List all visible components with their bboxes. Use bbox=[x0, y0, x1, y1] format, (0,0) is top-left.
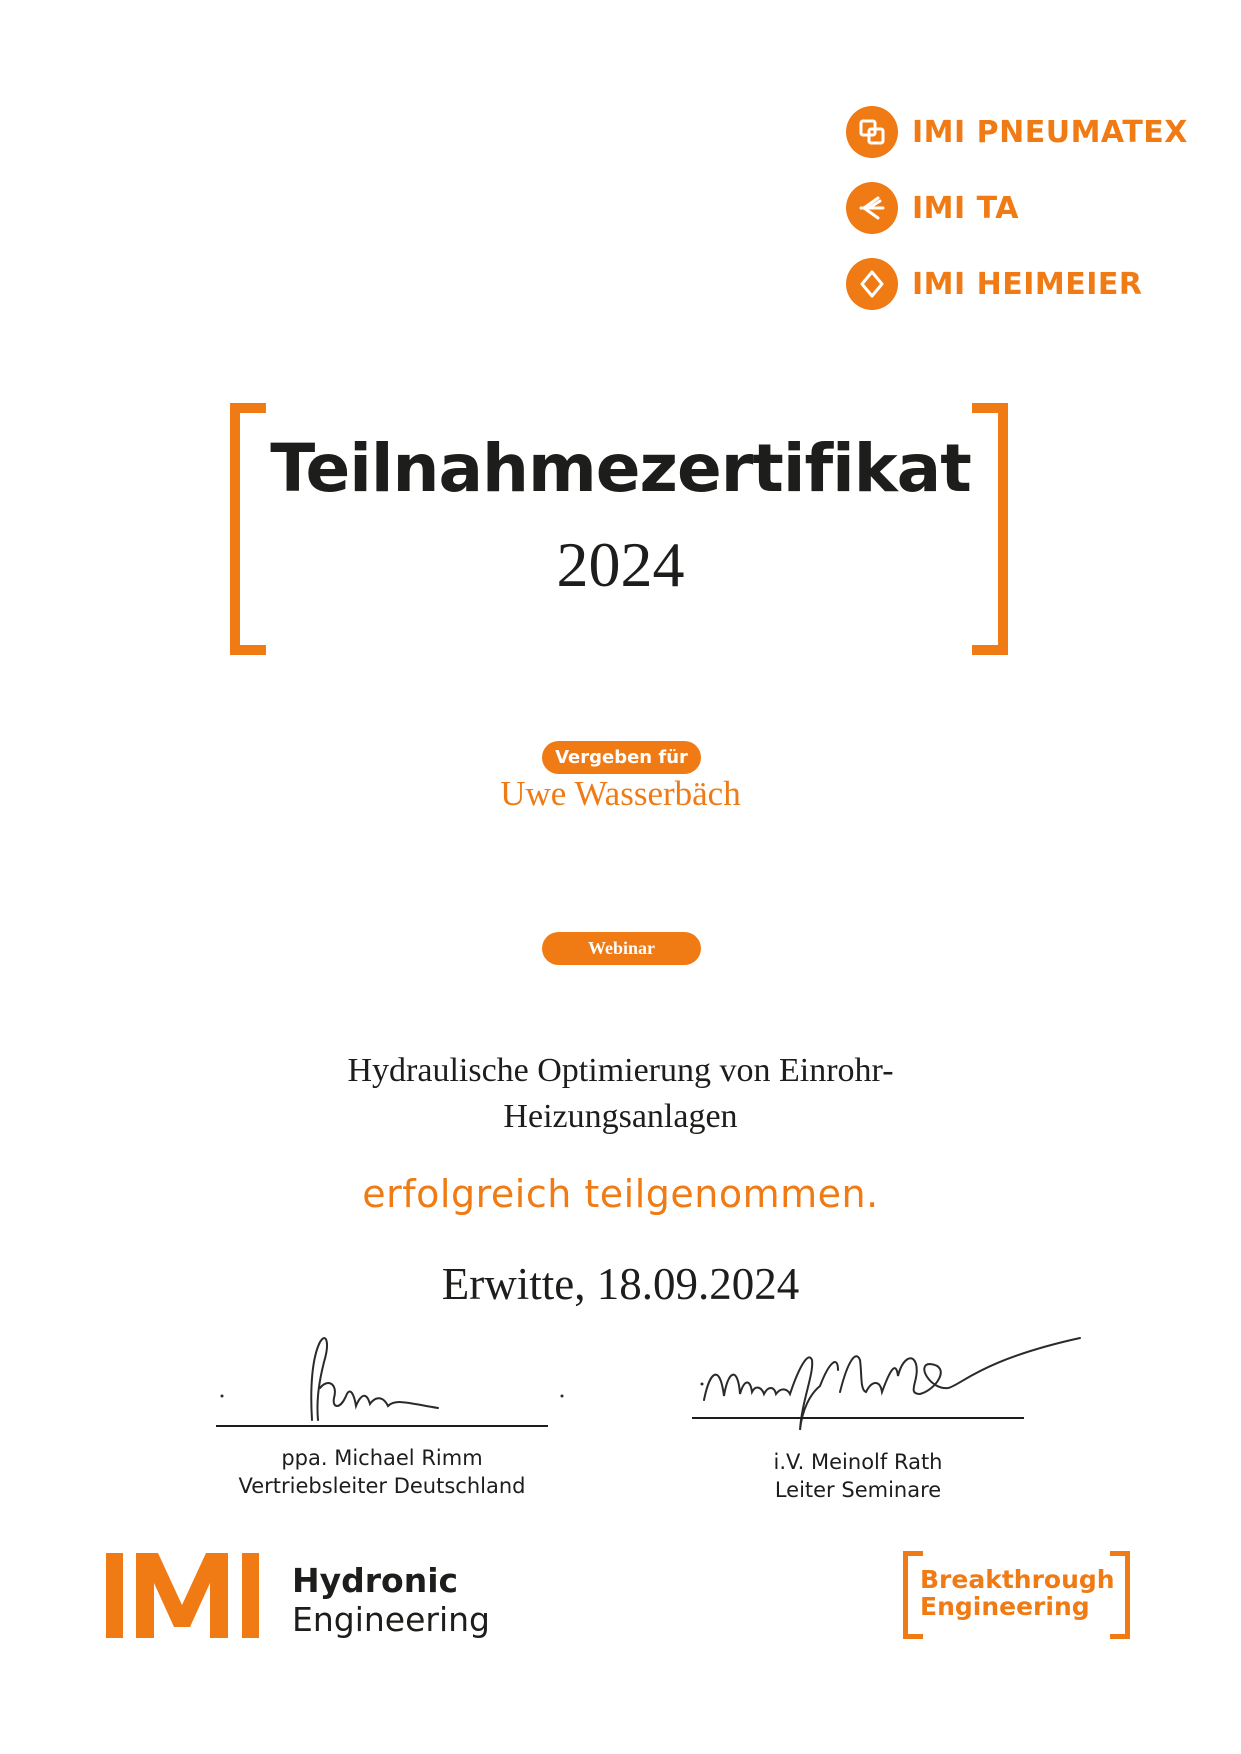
signature-line-right bbox=[692, 1417, 1024, 1419]
signature-rimm bbox=[216, 1328, 576, 1426]
completion-text: erfolgreich teilgenommen. bbox=[362, 1172, 879, 1216]
course-title-line1: Hydraulische Optimierung von Einrohr- bbox=[347, 1052, 894, 1089]
signature-rath bbox=[690, 1330, 1090, 1440]
place-date: Erwitte, 18.09.2024 bbox=[441, 1259, 800, 1309]
brand-heimeier bbox=[846, 258, 1143, 310]
imi-logo bbox=[106, 1553, 276, 1638]
signatory-name: i.V. Meinolf Rath bbox=[773, 1450, 943, 1474]
certificate-year: 2024 bbox=[556, 529, 685, 600]
tagline bbox=[920, 1566, 1115, 1620]
brand-name: IMI TA bbox=[912, 190, 1019, 226]
division-name bbox=[292, 1561, 490, 1639]
awarded-badge: Vergeben für bbox=[542, 741, 701, 774]
certificate-title: Teilnahmezertifikat bbox=[270, 430, 971, 507]
squares-icon bbox=[846, 106, 898, 158]
course-title bbox=[280, 1048, 961, 1140]
signatory-left bbox=[216, 1444, 548, 1500]
division-line2: Engineering bbox=[292, 1600, 490, 1639]
tagline-line2: Engineering bbox=[920, 1592, 1090, 1621]
division-line1: Hydronic bbox=[292, 1561, 459, 1600]
brand-name: IMI PNEUMATEX bbox=[912, 114, 1188, 150]
arrow-lines-icon bbox=[846, 182, 898, 234]
signatory-right bbox=[692, 1448, 1024, 1504]
signatory-role: Leiter Seminare bbox=[774, 1478, 942, 1502]
signatory-name: ppa. Michael Rimm bbox=[281, 1446, 483, 1470]
diamond-icon bbox=[846, 258, 898, 310]
type-badge: Webinar bbox=[542, 932, 701, 965]
brand-ta bbox=[846, 182, 1019, 234]
signature-line-left bbox=[216, 1425, 548, 1427]
brand-pneumatex bbox=[846, 106, 1188, 158]
recipient-name: Uwe Wasserbäch bbox=[500, 774, 741, 813]
tagline-line1: Breakthrough bbox=[920, 1565, 1115, 1594]
signatory-role: Vertriebsleiter Deutschland bbox=[238, 1474, 526, 1498]
brand-name: IMI HEIMEIER bbox=[912, 266, 1143, 302]
course-title-line2: Heizungsanlagen bbox=[503, 1098, 738, 1135]
